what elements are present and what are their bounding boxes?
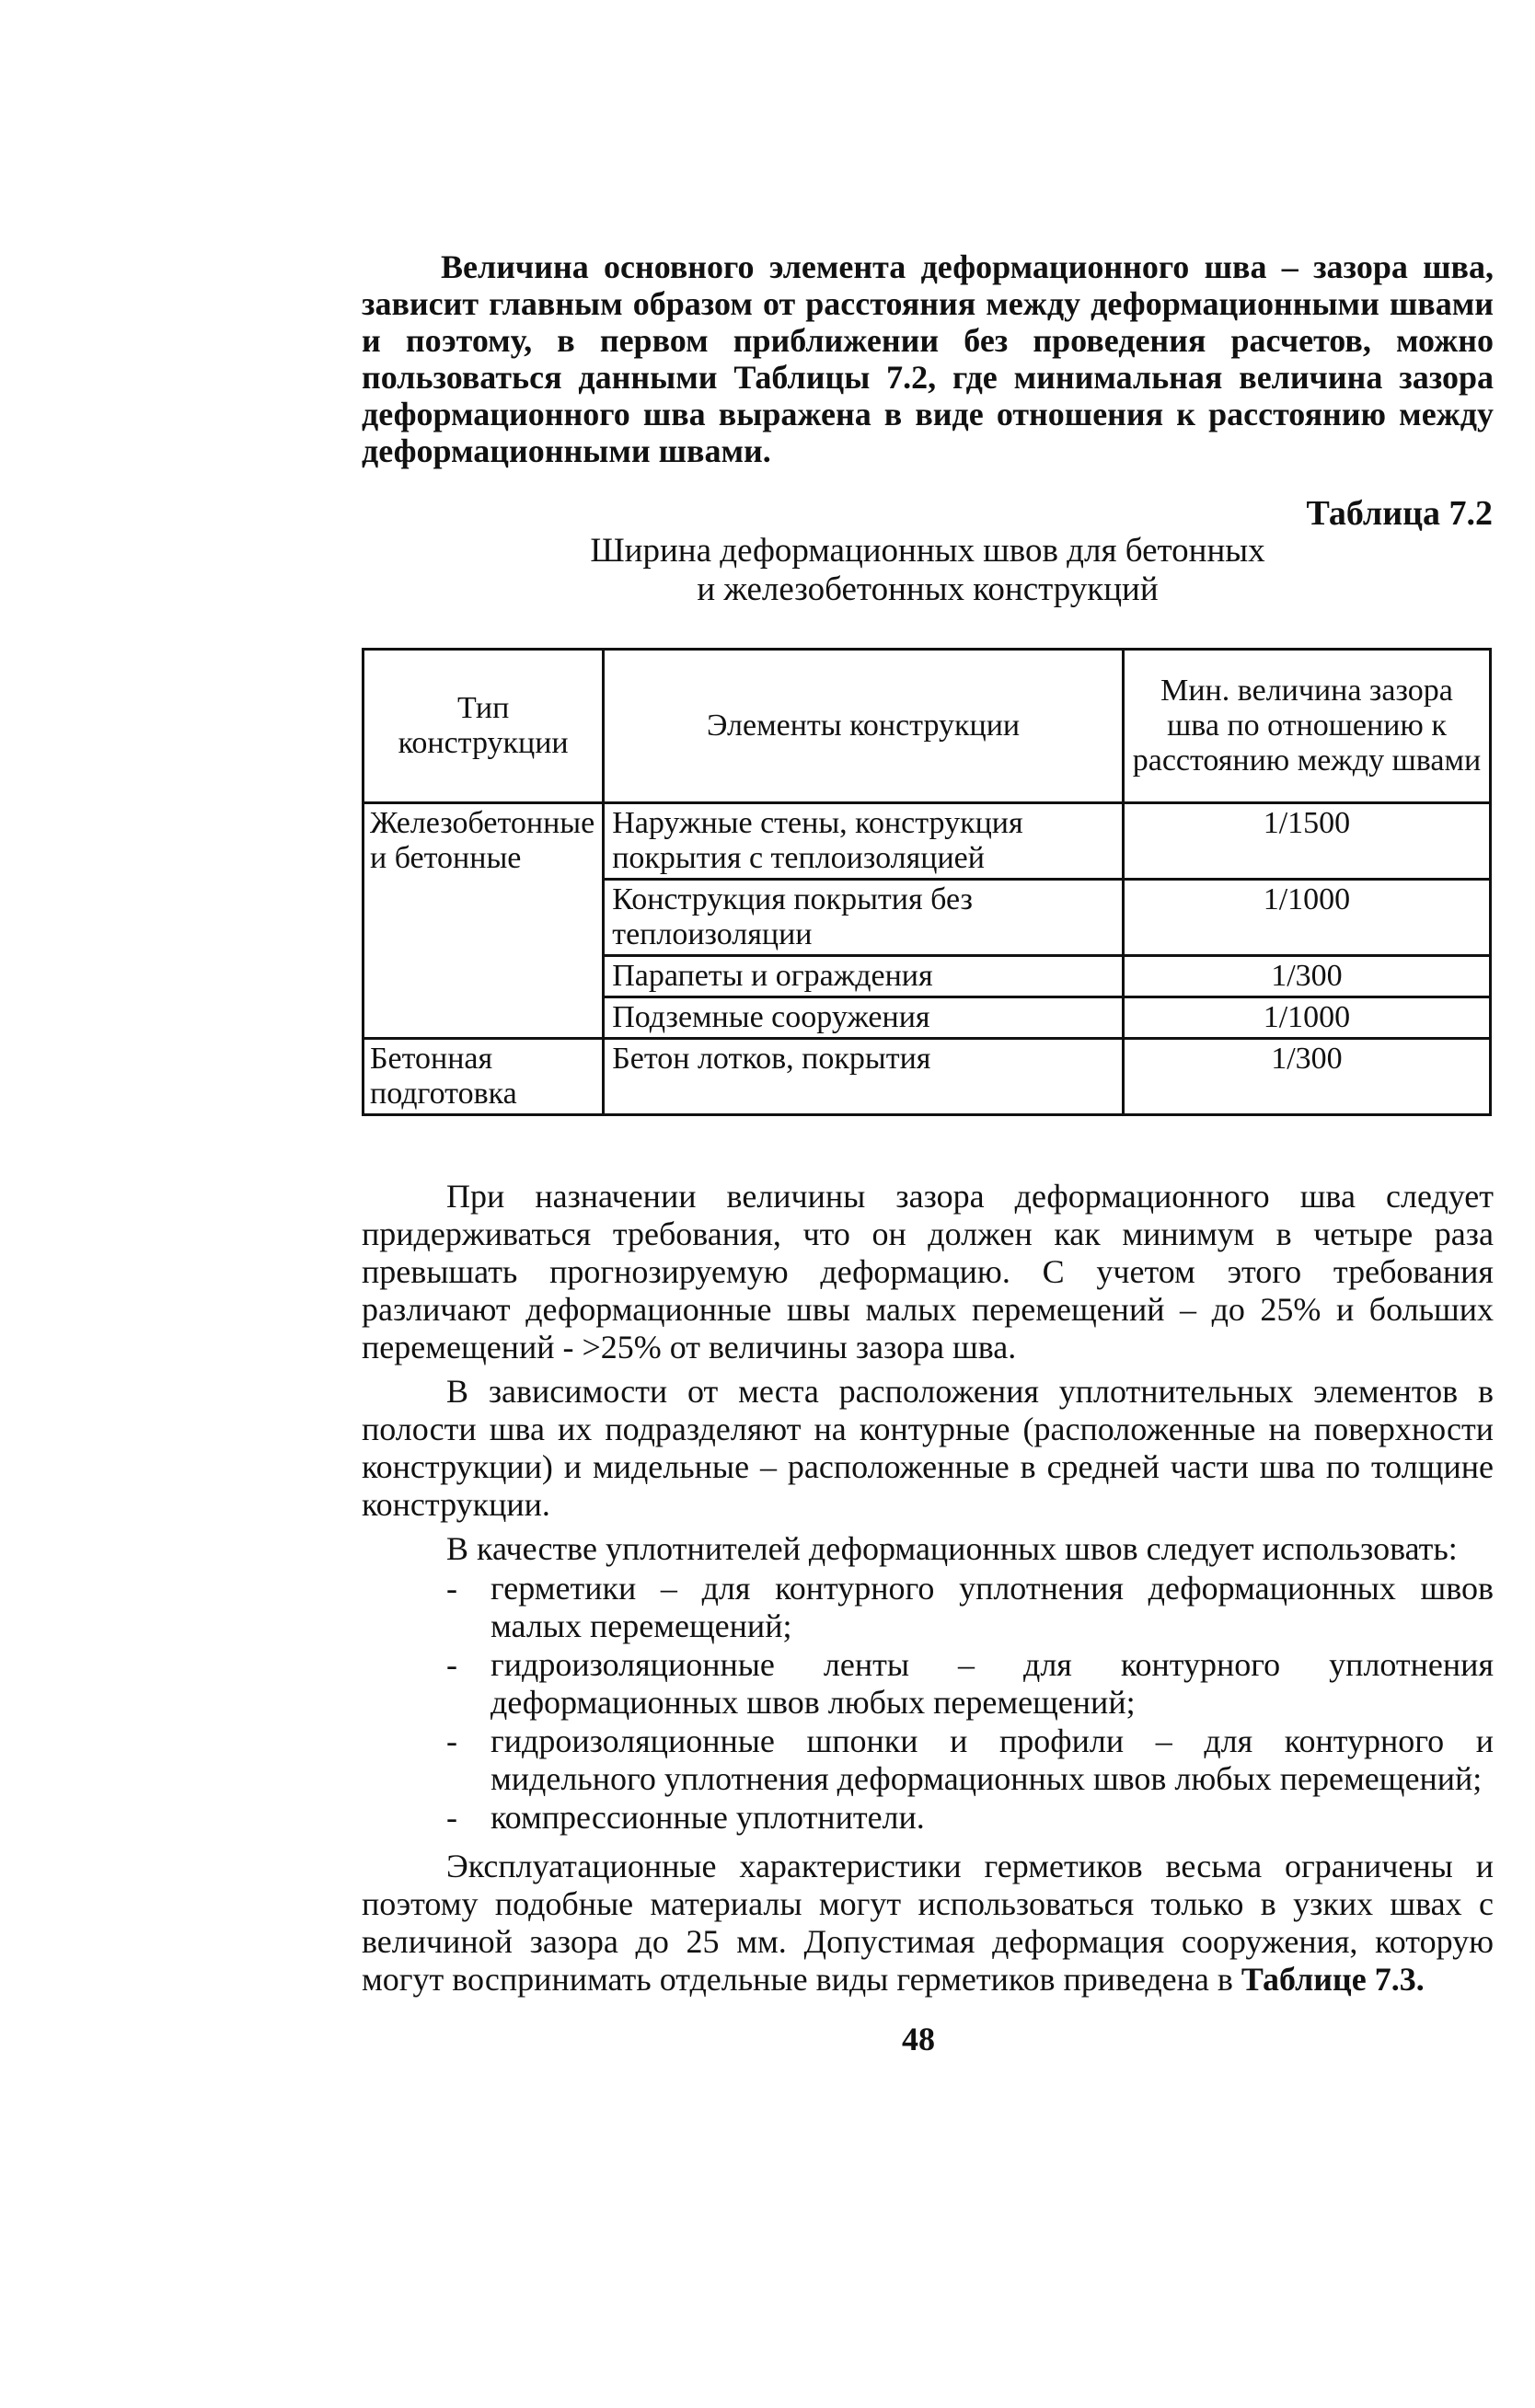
list-item [362,1799,1494,1837]
list-item [362,1570,1494,1645]
list-item [362,1646,1494,1722]
row-value: 1/1500 [1123,803,1490,880]
row-value: 1/300 [1123,956,1490,997]
page-number: 48 [902,2021,935,2057]
list-marker: - [446,1722,457,1759]
list-item-text: герметики – для контурного уплотнения деформационных швов малых перемещений; [491,1570,1494,1644]
table-title-line-1: Ширина деформационных швов для бетонных [590,532,1265,570]
list-marker: - [446,1799,457,1836]
group-2-type: Бетонная подготовка [364,1039,604,1115]
table-row [364,803,1491,880]
gap-requirement-paragraph: При назначении величины зазора деформационного шва следует придерживаться требования, что он должен как минимум в четыре раза превышать прогнозируемую деформацию. С учетом этого требования различают деформационные швы малых перемещений – до 25% и больших перемещений - >25% от величины зазора шва. [362,1178,1494,1365]
row-value: 1/300 [1123,1039,1490,1115]
sealant-text: Эксплуатационные характеристики герметиков весьма ограничены и поэтому подобные материалы могут использоваться только в узких швах с величиной зазора до 25 мм. Допустимая деформация сооружения, которую могут воспринимать отдельные виды герметиков приведена в [362,1848,1494,1998]
row-element: Конструкция покрытия без теплоизоляции [604,880,1124,956]
row-element: Парапеты и ограждения [604,956,1124,997]
row-value: 1/1000 [1123,880,1490,956]
row-element: Бетон лотков, покрытия [604,1039,1124,1115]
list-item-text: гидроизоляционные шпонки и профили – для контурного и мидельного уплотнения деформационных швов любых перемещений; [491,1722,1494,1797]
header-type: Тип конструкции [364,650,604,803]
group-1-type: Железобетонные и бетонные [364,803,604,1039]
list-item-text: гидроизоляционные ленты – для контурного уплотнения деформационных швов любых перемещений; [491,1646,1494,1721]
table-label: Таблица 7.2 [1306,494,1493,533]
table-title [362,532,1494,609]
list-item-text: компрессионные уплотнители. [491,1799,925,1836]
header-elements: Элементы конструкции [604,650,1124,803]
table-header-row [364,650,1491,803]
table-7-3-reference: Таблице 7.3. [1241,1961,1425,1998]
list-marker: - [446,1646,457,1683]
seal-types-list [362,1570,1494,1838]
row-value: 1/1000 [1123,997,1490,1039]
header-min-gap: Мин. величина зазора шва по отношению к расстоянию между швами [1123,650,1490,803]
table-row [364,1039,1491,1115]
row-element: Подземные сооружения [604,997,1124,1039]
sealant-paragraph [362,1848,1494,1999]
intro-text-end: , где минимальная величина зазора деформационного шва выражена в виде отношения к расстоянию между деформационными швами. [362,359,1494,469]
intro-paragraph [362,248,1494,469]
seal-location-paragraph: В зависимости от места расположения уплотнительных элементов в полости шва их подразделяют на контурные (расположенные на поверхности конструкции) и мидельные – расположенные в средней части шва по толщине конструкции. [362,1373,1494,1523]
list-marker: - [446,1570,457,1607]
list-item [362,1722,1494,1798]
row-element: Наружные стены, конструкция покрытия с теплоизоляцией [604,803,1124,880]
intro-text: Величина основного элемента деформационного шва – зазора шва, зависит главным образом от расстояния между деформационными швами и поэтому, в первом приближении без проведения расчетов, можно пользоваться данными [362,248,1494,396]
table-reference: Таблицы 7.2 [733,359,929,396]
seal-types-intro: В качестве уплотнителей деформационных швов следует использовать: [446,1530,1458,1567]
joint-width-table [362,648,1492,1116]
table-title-line-2: и железобетонных конструкций [697,570,1159,608]
